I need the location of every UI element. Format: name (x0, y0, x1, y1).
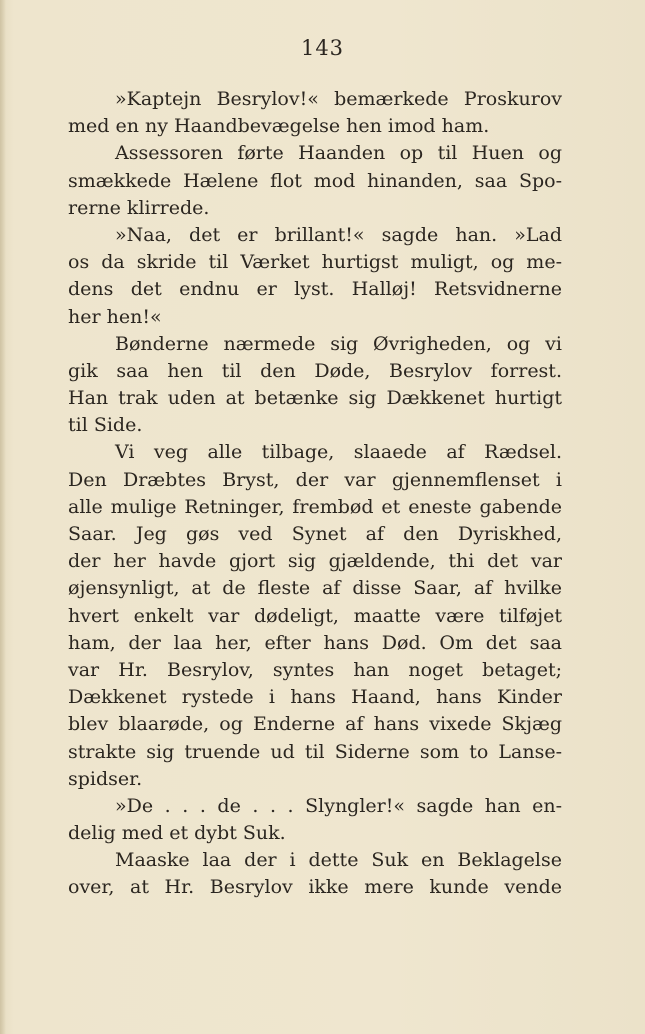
page-spine-edge (0, 0, 6, 1034)
text-line: Han trak uden at betænke sig Dækkenet hurtigt (68, 387, 562, 410)
text-line: Assessoren førte Haanden op til Huen og (115, 142, 562, 165)
text-line: spidser. (68, 767, 143, 790)
text-line: gik saa hen til den Døde, Besrylov forrest. (68, 359, 562, 382)
text-line: Maaske laa der i dette Suk en Beklagelse (115, 849, 562, 872)
text-line: delig med et dybt Suk. (68, 822, 286, 845)
text-line: »Naa, det er brillant!« sagde han. »Lad (115, 223, 562, 246)
text-line: blev blaarøde, og Enderne af hans vixede Skjæg (68, 713, 562, 736)
text-line: ham, der laa her, efter hans Død. Om det saa (68, 631, 562, 654)
text-line: Vi veg alle tilbage, slaaede af Rædsel. (115, 441, 562, 464)
text-line: »De . . . de . . . Slyngler!« sagde han en- (115, 794, 562, 817)
text-line: der her havde gjort sig gjældende, thi det var (68, 550, 562, 573)
text-line: til Side. (68, 414, 143, 437)
text-line: smækkede Hælene flot mod hinanden, saa Spo- (68, 169, 562, 192)
text-line: Saar. Jeg gøs ved Synet af den Dyriskhed, (68, 523, 562, 545)
text-line: os da skride til Værket hurtigst muligt, og me- (68, 251, 562, 274)
page-number: 143 (300, 36, 345, 60)
text-line: dens det endnu er lyst. Halløj! Retsvidnerne (68, 278, 562, 301)
text-line: alle mulige Retninger, frembød et eneste gabende (68, 495, 562, 518)
text-line: øjensynligt, at de fleste af disse Saar, af hvilke (68, 577, 562, 600)
text-line: Den Dræbtes Bryst, der var gjennemflenset i (68, 468, 562, 491)
text-line: var Hr. Besrylov, syntes han noget betaget; (68, 658, 562, 681)
text-line: over, at Hr. Besrylov ikke mere kunde vende (68, 876, 562, 899)
text-line: her hen!« (68, 305, 162, 328)
text-line: med en ny Haandbevægelse hen imod ham. (68, 115, 490, 138)
text-line: Dækkenet rystede i hans Haand, hans Kinder (68, 686, 562, 709)
text-line: rerne klirrede. (68, 196, 210, 219)
text-line: strakte sig truende ud til Siderne som to Lanse- (68, 740, 562, 763)
body-text (68, 86, 562, 902)
text-line: hvert enkelt var dødeligt, maatte være tilføjet (68, 604, 562, 627)
text-line: »Kaptejn Besrylov!« bemærkede Proskurov (115, 88, 562, 110)
text-line: Bønderne nærmede sig Øvrigheden, og vi (115, 332, 562, 355)
